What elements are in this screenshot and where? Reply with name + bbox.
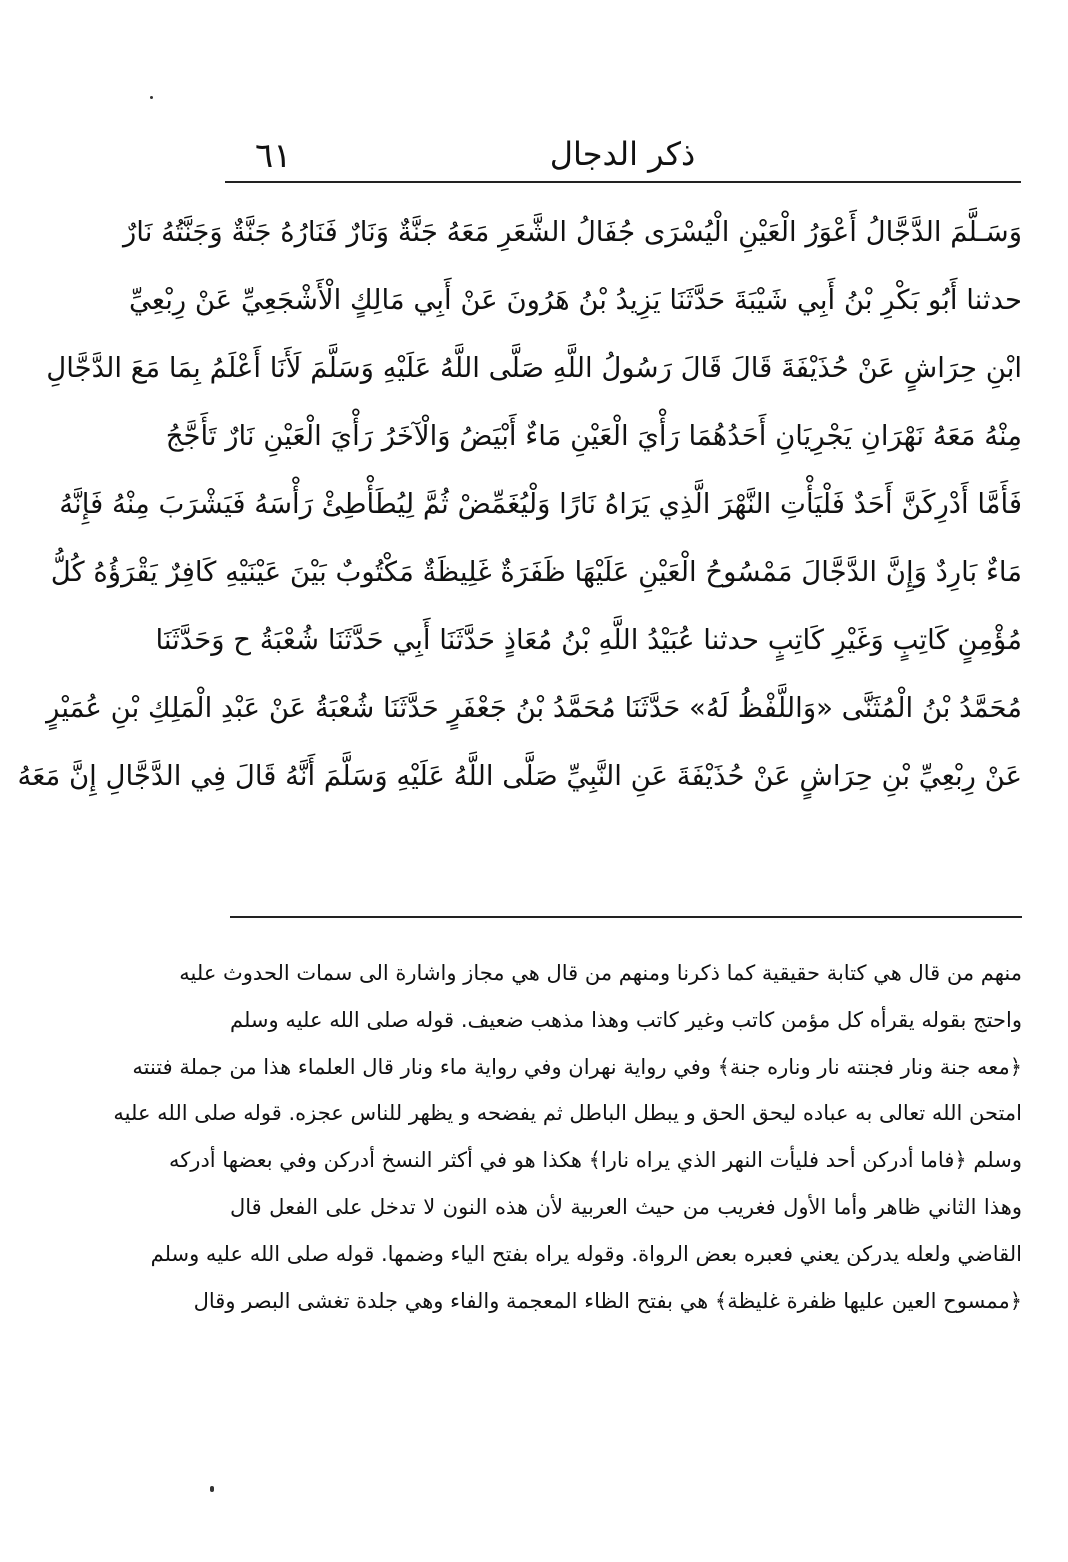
footnote-rule: [230, 916, 1022, 918]
running-title: ذكر الدجال: [549, 135, 696, 173]
header-rule: [225, 181, 1021, 183]
scan-speck: [210, 1486, 214, 1492]
scan-speck: [150, 96, 153, 99]
footnote-line: القاضي ولعله يدركن يعني فعبره بعض الرواة. وقوله يراه بفتح الياء وضمها. قوله صلى الله عليه وسلم: [150, 1241, 1022, 1266]
main-text: [17, 198, 1022, 810]
text-line: مَاءٌ بَارِدٌ وَإِنَّ الدَّجَّالَ مَمْسُوحُ الْعَيْنِ عَلَيْهَا ظَفَرَةٌ غَلِيظَةٌ مَكْتُوبٌ بَيْنَ عَيْنَيْهِ كَافِرٌ يَقْرَؤُهُ كُلُّ: [50, 556, 1022, 588]
footnote-line: واحتج بقوله يقرأه كل مؤمن كاتب وغير كاتب وهذا مذهب ضعيف. قوله صلى الله عليه وسلم: [230, 1007, 1022, 1032]
footnotes: [113, 950, 1022, 1324]
page-number: ٦١: [255, 136, 292, 176]
footnote-line: وسلم ﴿فاما أدركن أحد فليأت النهر الذي يراه نارا﴾ هكذا هو في أكثر النسخ أدركن وفي بعضها أدركه: [169, 1148, 1022, 1173]
text-line: ابْنِ حِرَاشٍ عَنْ حُذَيْفَةَ قَالَ قَالَ رَسُولُ اللَّهِ صَلَّى اللَّهُ عَلَيْهِ وَسَلَّمَ لَأَنَا أَعْلَمُ بِمَا مَعَ الدَّجَّالِ: [46, 352, 1022, 384]
text-line: مُؤْمِنٍ كَاتِبٍ وَغَيْرِ كَاتِبٍ حدثنا عُبَيْدُ اللَّهِ بْنُ مُعَاذٍ حَدَّثَنَا أَبِي حَدَّثَنَا شُعْبَةُ ح وَحَدَّثَنَا: [155, 624, 1022, 656]
text-line: وَسَـلَّمَ الدَّجَّالُ أَعْوَرُ الْعَيْنِ الْيُسْرَى جُفَالُ الشَّعَرِ مَعَهُ جَنَّةٌ وَنَارٌ فَنَارُهُ جَنَّةٌ وَجَنَّتُهُ نَارٌ: [123, 216, 1022, 248]
footnote-line: ﴿ممسوح العين عليها ظفرة غليظة﴾ هي بفتح الظاء المعجمة والفاء وهي جلدة تغشى البصر وقال: [193, 1288, 1022, 1313]
footnote-line: امتحن الله تعالى به عباده ليحق الحق و يبطل الباطل ثم يفضحه و يظهر للناس عجزه. قوله صلى الله عليه: [113, 1101, 1022, 1126]
text-line: عَنْ رِبْعِيِّ بْنِ حِرَاشٍ عَنْ حُذَيْفَةَ عَنِ النَّبِيِّ صَلَّى اللَّهُ عَلَيْهِ وَسَلَّمَ أَنَّهُ قَالَ فِي الدَّجَّالِ إِنَّ مَعَهُ: [17, 760, 1022, 792]
footnote-line: وهذا الثاني ظاهر وأما الأول فغريب من حيث العربية لأن هذه النون لا تدخل على الفعل قال: [230, 1194, 1022, 1219]
text-line: مُحَمَّدُ بْنُ الْمُثَنَّى «وَاللَّفْظُ لَهُ» حَدَّثَنَا مُحَمَّدُ بْنُ جَعْفَرٍ حَدَّثَنَا شُعْبَةُ عَنْ عَبْدِ الْمَلِكِ بْنِ عُمَيْرٍ: [46, 692, 1022, 724]
text-line: مِنْهُ مَعَهُ نَهْرَانِ يَجْرِيَانِ أَحَدُهُمَا رَأْيَ الْعَيْنِ مَاءٌ أَبْيَضُ وَالْآخَرُ رَأْيَ الْعَيْنِ نَارٌ تَأَجَّجُ: [165, 420, 1022, 452]
footnote-line: منهم من قال هي كتابة حقيقية كما ذكرنا ومنهم من قال هي مجاز واشارة الى سمات الحدوث عليه: [179, 961, 1022, 985]
text-line: فَأَمَّا أَدْرِكَنَّ أَحَدٌ فَلْيَأْتِ النَّهْرَ الَّذِي يَرَاهُ نَارًا وَلْيُغَمِّضْ ثُمَّ لِيُطَأْطِئْ رَأْسَهُ فَيَشْرَبَ مِنْهُ فَإِنَّهُ: [59, 488, 1022, 520]
text-line: حدثنا أَبُو بَكْرِ بْنُ أَبِي شَيْبَةَ حَدَّثَنَا يَزِيدُ بْنُ هَرُونَ عَنْ أَبِي مَالِكٍ الْأَشْجَعِيِّ عَنْ رِبْعِيِّ: [129, 284, 1022, 316]
page-header: [225, 128, 1020, 182]
footnote-line: ﴿معه جنة ونار فجنته نار وناره جنة﴾ وفي رواية نهران وفي رواية ماء ونار قال العلماء هذا من جملة فتنته: [132, 1054, 1022, 1079]
